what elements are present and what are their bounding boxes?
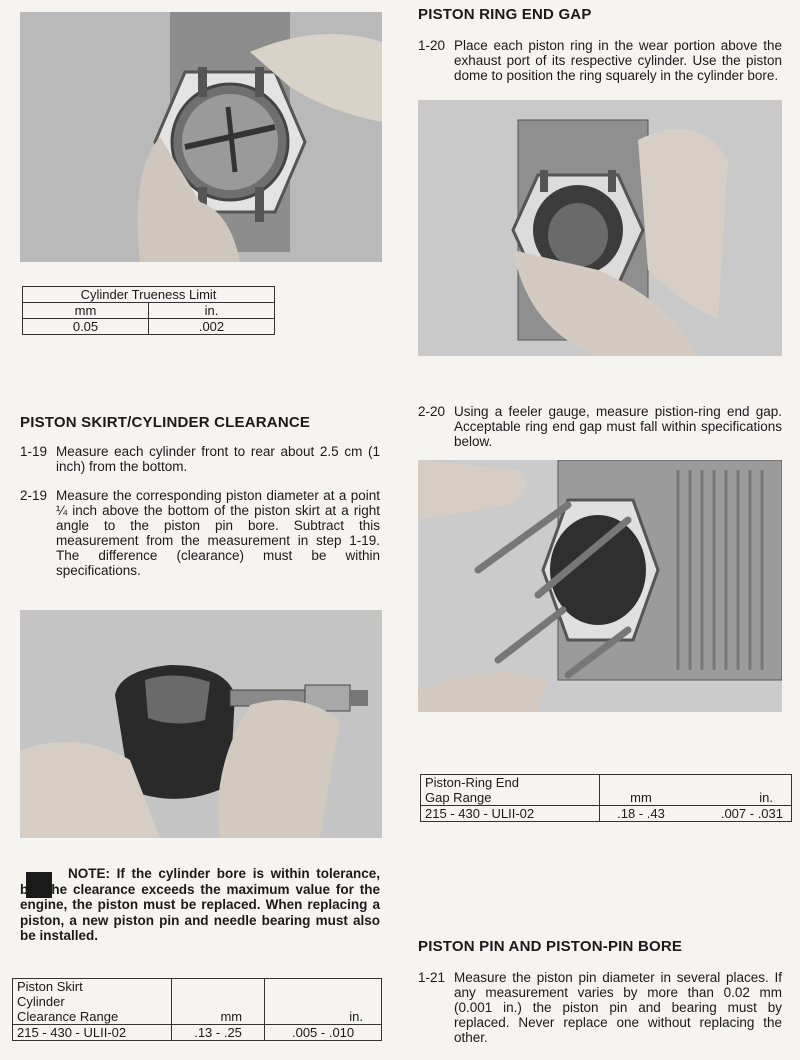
clearance-header-line: Clearance Range [17, 1009, 119, 1024]
gap-model: 215 - 430 - ULII-02 [421, 806, 600, 822]
step-1-20 [418, 38, 782, 83]
clearance-col-in: in. [265, 979, 382, 1025]
piston-skirt-heading: PISTON SKIRT/CYLINDER CLEARANCE [20, 414, 311, 431]
photo-cylinder-trueness [20, 12, 382, 262]
clearance-col-mm: mm [172, 979, 265, 1025]
piston-ring-heading: PISTON RING END GAP [418, 6, 592, 23]
gap-col-mm: mm [600, 775, 682, 806]
note-text: NOTE: If the cylinder bore is within tolerance, but the clearance exceeds the maximum value for the engine, the piston must be replaced. When replacing a piston, a new piston pin and needle bearing must also be installed. [20, 866, 380, 943]
piston-clearance-table [12, 978, 382, 1041]
clearance-mm: .13 - .25 [172, 1025, 265, 1041]
photo-feeler-gauge [418, 460, 782, 712]
step-1-21 [418, 970, 782, 1045]
gap-mm: .18 - .43 [600, 806, 682, 822]
ring-in-cylinder-illustration [418, 100, 782, 356]
step-text: Measure the piston pin diameter in several places. If any measurement varies by more than 0.02 mm (0.001 in.) the piston pin and bearing must by replaced. Never replace one without replacing the other. [454, 970, 782, 1045]
gap-header-line: Piston-Ring End [425, 775, 519, 790]
feeler-gauge-illustration [418, 460, 782, 712]
photo-ring-in-cylinder [418, 100, 782, 356]
gap-col-in: in. [682, 775, 792, 806]
step-text: Measure the corresponding piston diameter at a point ¼ inch above the bottom of the piston skirt at a right angle to the piston pin bore. Subtract this measurement from the measurement in step 1-19. The difference (clearance) must be within specifications. [56, 488, 380, 578]
cylinder-trueness-table [22, 286, 275, 335]
trueness-col-in: in. [149, 303, 275, 319]
step-2-20 [418, 404, 782, 449]
step-number: 1-21 [418, 970, 446, 985]
clearance-model: 215 - 430 - ULII-02 [13, 1025, 172, 1041]
step-number: 1-20 [418, 38, 446, 53]
trueness-table-title: Cylinder Trueness Limit [23, 287, 275, 303]
piston-micrometer-illustration [20, 610, 382, 838]
trueness-value-in: .002 [149, 319, 275, 335]
clearance-in: .005 - .010 [265, 1025, 382, 1041]
gap-table-header [421, 775, 600, 806]
step-text: Using a feeler gauge, measure pistion-ring end gap. Acceptable ring end gap must fall within specifications below. [454, 404, 782, 449]
step-number: 2-20 [418, 404, 446, 419]
trueness-value-mm: 0.05 [23, 319, 149, 335]
gap-in: .007 - .031 [682, 806, 792, 822]
gap-header-line: Gap Range [425, 790, 492, 805]
step-number: 2-19 [20, 488, 48, 503]
step-2-19 [20, 488, 380, 578]
step-1-19 [20, 444, 380, 474]
step-number: 1-19 [20, 444, 48, 459]
step-text: Measure each cylinder front to rear about 2.5 cm (1 inch) from the bottom. [56, 444, 380, 474]
step-text: Place each piston ring in the wear portion above the exhaust port of its respective cylinder. Use the piston dome to position the ring squarely in the cylinder bore. [454, 38, 782, 83]
piston-pin-heading: PISTON PIN AND PISTON-PIN BORE [418, 938, 683, 955]
ring-gap-table [420, 774, 792, 822]
clearance-table-header [13, 979, 172, 1025]
clearance-header-line: Cylinder [17, 994, 65, 1009]
clearance-header-line: Piston Skirt [17, 979, 83, 994]
trueness-col-mm: mm [23, 303, 149, 319]
photo-piston-micrometer [20, 610, 382, 838]
cylinder-trueness-illustration [20, 12, 382, 262]
